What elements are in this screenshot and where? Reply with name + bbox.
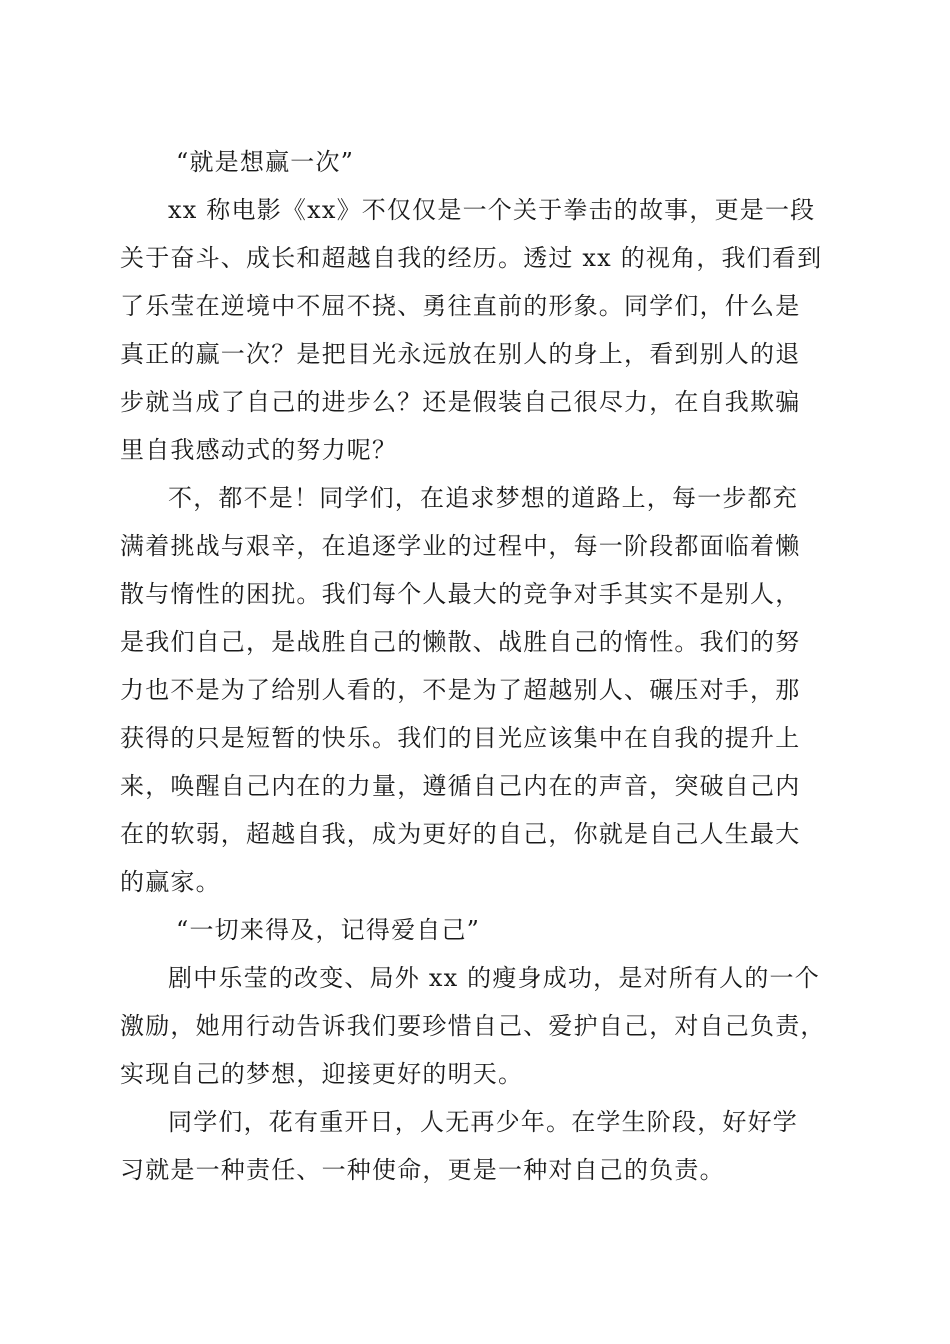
paragraph-line: 实现自己的梦想，迎接更好的明天。 bbox=[120, 1060, 524, 1088]
paragraph-line: 散与惰性的困扰。我们每个人最大的竞争对手其实不是别人， bbox=[120, 580, 801, 608]
paragraph-line: 真正的赢一次？是把目光永远放在别人的身上，看到别人的退 bbox=[120, 340, 801, 368]
paragraph-line: 不，都不是！同学们，在追求梦想的道路上，每一步都充 bbox=[168, 484, 798, 512]
paragraph-line: 里自我感动式的努力呢？ bbox=[120, 436, 398, 464]
paragraph-line: 来，唤醒自己内在的力量，遵循自己内在的声音，突破自己内 bbox=[120, 772, 801, 800]
section-heading: “就是想赢一次” bbox=[176, 148, 355, 176]
paragraph-line: 获得的只是短暂的快乐。我们的目光应该集中在自我的提升上 bbox=[120, 724, 801, 752]
paragraph-line: 了乐莹在逆境中不屈不挠、勇往直前的形象。同学们，什么是 bbox=[120, 292, 801, 320]
paragraph-line: 满着挑战与艰辛，在追逐学业的过程中，每一阶段都面临着懒 bbox=[120, 532, 801, 560]
paragraph-line: xx 称电影《xx》不仅仅是一个关于拳击的故事，更是一段 bbox=[168, 196, 816, 224]
paragraph-line: 习就是一种责任、一种使命，更是一种对自己的负责。 bbox=[120, 1156, 725, 1184]
paragraph-line: 关于奋斗、成长和超越自我的经历。透过 xx 的视角，我们看到 bbox=[120, 244, 823, 272]
paragraph-line: 同学们，花有重开日，人无再少年。在学生阶段，好好学 bbox=[168, 1108, 798, 1136]
paragraph-line: 激励，她用行动告诉我们要珍惜自己、爱护自己，对自己负责， bbox=[120, 1012, 826, 1040]
paragraph-line: 的赢家。 bbox=[120, 868, 221, 896]
paragraph-line: 在的软弱，超越自我，成为更好的自己，你就是自己人生最大 bbox=[120, 820, 801, 848]
paragraph-line: 力也不是为了给别人看的，不是为了超越别人、碾压对手，那 bbox=[120, 676, 801, 704]
paragraph-line: 是我们自己，是战胜自己的懒散、战胜自己的惰性。我们的努 bbox=[120, 628, 801, 656]
paragraph-line: 剧中乐莹的改变、局外 xx 的瘦身成功，是对所有人的一个 bbox=[168, 964, 820, 992]
paragraph-line: 步就当成了自己的进步么？还是假装自己很尽力，在自我欺骗 bbox=[120, 388, 801, 416]
section-heading: “一切来得及，记得爱自己” bbox=[176, 916, 481, 944]
